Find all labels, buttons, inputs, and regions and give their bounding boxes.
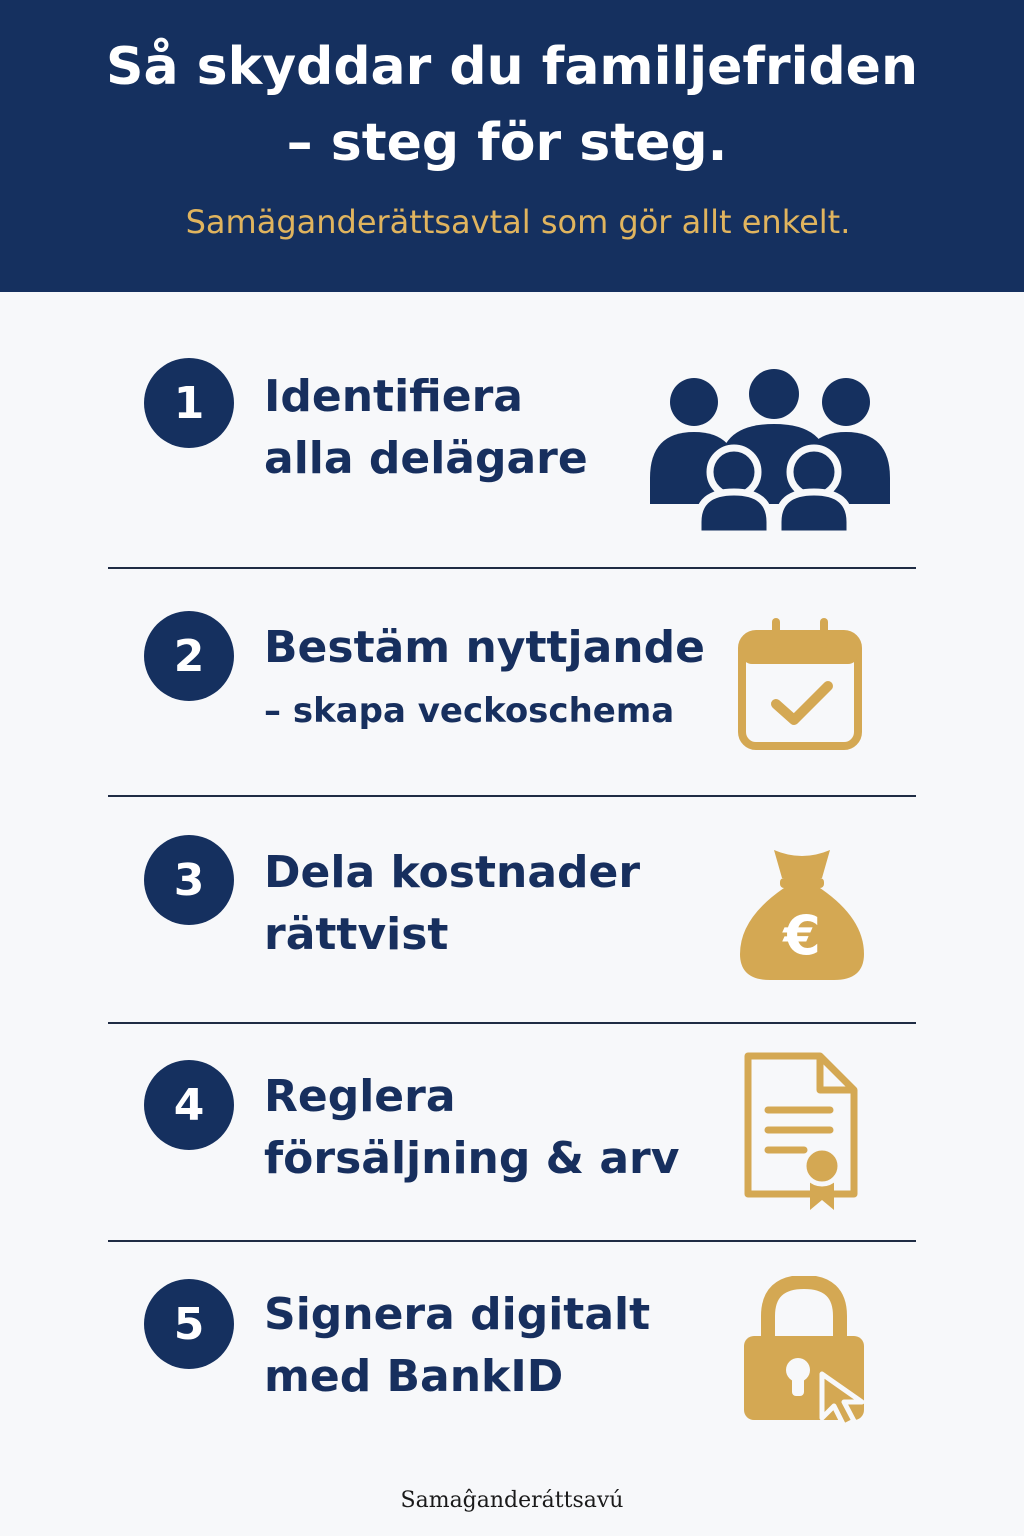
step-subtitle: – skapa veckoschema: [264, 691, 675, 731]
step-title: Signera digitalt: [264, 1289, 651, 1340]
divider: [108, 795, 916, 797]
page-subtitle: Samäganderättsavtal som gör allt enkelt.: [185, 203, 851, 241]
divider: [108, 1240, 916, 1242]
step-number-badge: 1: [144, 358, 234, 448]
step-title: Bestäm nyttjande: [264, 622, 705, 673]
step-title-continued: rättvist: [264, 909, 449, 960]
step-title: Dela kostnader: [264, 847, 641, 898]
step-number-badge: 5: [144, 1279, 234, 1369]
header-banner: [0, 0, 1024, 292]
padlock-cursor-icon: [740, 1276, 876, 1430]
step-title: Reglera: [264, 1071, 456, 1122]
step-title-continued: försäljning & arv: [264, 1133, 680, 1184]
step-number-badge: 3: [144, 835, 234, 925]
certificate-document-icon: [740, 1050, 862, 1214]
calendar-check-icon: [736, 614, 864, 754]
svg-text:€: €: [783, 904, 821, 967]
divider: [108, 567, 916, 569]
people-group-icon: [648, 368, 892, 534]
step-title-continued: alla delägare: [264, 433, 588, 484]
step-title-continued: med BankID: [264, 1351, 564, 1402]
euro-money-bag-icon: [736, 844, 868, 984]
step-title: Identifiera: [264, 371, 523, 422]
page-title-line1: Så skyddar du familjefriden: [106, 37, 918, 97]
page-title-line2: – steg för steg.: [286, 113, 728, 173]
divider: [108, 1022, 916, 1024]
step-number-badge: 4: [144, 1060, 234, 1150]
step-number-badge: 2: [144, 611, 234, 701]
footer-brand: Samaĝanderáttsavú: [400, 1488, 624, 1513]
